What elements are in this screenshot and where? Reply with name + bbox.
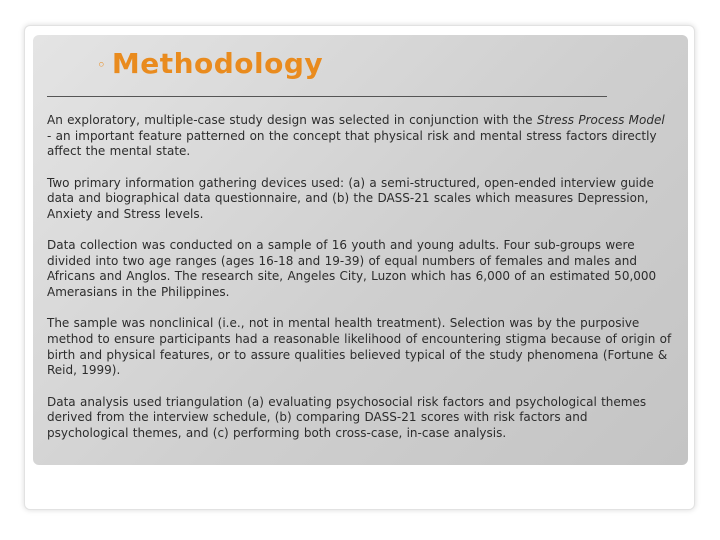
paragraph-analysis: Data analysis used triangulation (a) evaluating psychosocial risk factors and psychological themes derived from the interview schedule, (b) comparing DASS-21 scores with risk factors and psychological themes, and (c) performing both cross-case, in-case analysis. (47, 394, 647, 440)
title-bullet-icon: ◦ (97, 56, 106, 74)
paragraph-design-emphasis: Stress Process Model (536, 113, 665, 127)
title-divider (47, 96, 607, 97)
paragraph-sample: The sample was nonclinical (i.e., not in mental health treatment). Selection was by the purposive method to ensure participants had a reasonable likelihood of encountering stigma because of origin of birth and physical features, or to assure qualities believed typical of the study phenomena (Fortune & Reid, 1999). (47, 316, 672, 378)
paragraph-design-text-b: - an important feature patterned on the concept that physical risk and mental stress factors directly affect the mental state. (47, 128, 657, 159)
paragraph-design (47, 113, 673, 160)
title-text: Methodology (111, 46, 324, 80)
slide-body (47, 113, 673, 457)
paragraph-data-collection: Data collection was conducted on a sample of 16 youth and young adults. Four sub-groups were divided into two age ranges (ages 16-18 and 19-39) of equal numbers of females and males and Africans and Anglos. The research site, Angeles City, Luzon which has 6,000 of an estimated 50,000 Amerasians in the Philippines. (47, 238, 657, 299)
slide-title (97, 43, 323, 83)
paragraph-instruments: Two primary information gathering devices used: (a) a semi-structured, open-ended interview guide data and biographical data questionnaire, and (b) the DASS-21 scales which measures Depression, Anxiety and Stress levels. (47, 175, 654, 221)
paragraph-design-text-a: An exploratory, multiple-case study design was selected in conjunction with the (47, 113, 537, 127)
